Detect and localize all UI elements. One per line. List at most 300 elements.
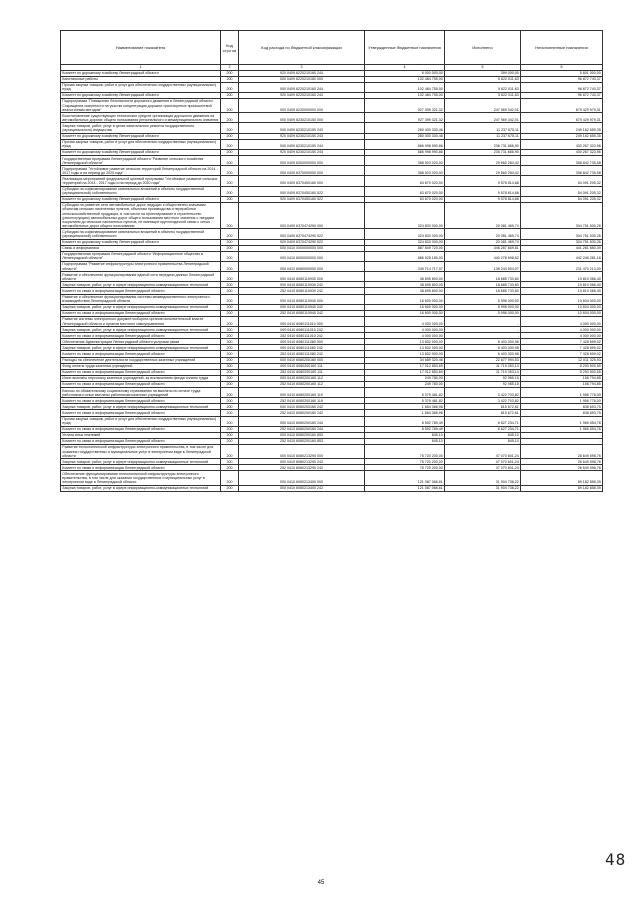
row-kbk: 000 0410 6000000000 000: [239, 251, 365, 261]
row-remaining: 96 872 743,37: [521, 92, 603, 98]
row-kbk: 920 0409 6370450160 522: [239, 196, 365, 202]
row-executed: 6 403 300,98: [445, 345, 521, 351]
row-approved: 75 720 200,00: [365, 444, 445, 458]
row-name: Иные выплаты персоналу казенных учреждений, за исключением фонда оплаты труда: [61, 375, 221, 381]
row-remaining: 441 261 650,39: [521, 245, 603, 251]
row-code: 200: [221, 438, 239, 444]
row-remaining: 12 011 325,93: [521, 357, 603, 363]
row-kbk: 920 0409 6230210150 243: [239, 133, 365, 139]
row-name: Подпрограмма "Устойчивое развитие сельских территорий Ленинградской области на 2014 - 2017 годы и на период до 2020 года": [61, 166, 221, 176]
row-kbk: 000 0410 6080111080 242: [239, 345, 365, 351]
row-code: 200: [221, 404, 239, 410]
row-kbk: 000 0410 6080213290 242: [239, 459, 365, 465]
table-row: [61, 202, 603, 229]
row-executed: 5 622 011,63: [445, 76, 521, 82]
table-row: [61, 294, 603, 304]
table-row: [61, 444, 603, 458]
row-kbk: 000 0410 6080110930 000: [239, 272, 365, 282]
table-header-row: [61, 31, 603, 65]
row-approved: 63 670 020,00: [365, 186, 445, 196]
row-approved: 845,10: [365, 438, 445, 444]
row-remaining: 1 956 778,00: [521, 388, 603, 398]
row-kbk: 000 0410 6080200160 000: [239, 357, 365, 363]
row-executed: 9 578 814,68: [445, 176, 521, 186]
row-executed: 11 237 675,11: [445, 123, 521, 133]
row-name: Развитие системы электронного документооборота органов исполнительной власти Ленинградской области и органов местного самоуправления: [61, 316, 221, 326]
row-approved: 886 525 180,00: [365, 251, 445, 261]
row-code: 200: [221, 444, 239, 458]
row-remaining: 249 162 655,35: [521, 123, 603, 133]
row-approved: 349 714 717,07: [365, 261, 445, 271]
row-executed: -: [445, 327, 521, 333]
row-kbk: 000 0410 6080111010 242: [239, 327, 365, 333]
table-row: [61, 139, 603, 149]
row-executed: 18 685 733,60: [445, 288, 521, 294]
row-kbk: 000 0410 6080200160 119: [239, 388, 365, 398]
row-kbk: 000 0409 6370474290 522: [239, 229, 365, 239]
header-executed: Исполнено: [445, 31, 521, 65]
row-approved: 249 780,00: [365, 381, 445, 387]
row-executed: 11 719 353,14: [445, 363, 521, 369]
row-executed: 5 996 000,00: [445, 294, 521, 304]
row-name: Закупка товаров, работ, услуг в сфере информационно-коммуникационных технологий: [61, 304, 221, 310]
row-approved: 4 000 000,00: [365, 316, 445, 326]
row-remaining: 96 872 743,37: [521, 76, 603, 82]
row-approved: 17 012 853,69: [365, 369, 445, 375]
header-name: Наименование показателя: [61, 31, 221, 65]
row-kbk: 000 0410 6080213400 242: [239, 485, 365, 491]
row-approved: 6 000 000,00: [365, 70, 445, 76]
row-approved: 16 600 000,00: [365, 294, 445, 304]
row-kbk: 000 0409 6370450160 522: [239, 186, 365, 196]
row-code: 200: [221, 133, 239, 139]
row-executed: 20 081 469,74: [445, 239, 521, 245]
row-executed: 446 287 669,61: [445, 245, 521, 251]
row-name: Расходы на обеспечение деятельности государственных казенных учреждений: [61, 357, 221, 363]
row-name: Прочая закупка товаров, работ и услуг для обеспечения государственных (муниципальных) нужд: [61, 82, 221, 92]
row-remaining: 679 429 979,31: [521, 98, 603, 112]
column-index: 1: [61, 65, 221, 71]
row-code: 200: [221, 76, 239, 82]
row-kbk: 000 0409 6220210160 000: [239, 76, 365, 82]
table-row: [61, 316, 603, 326]
row-approved: 102 484 755,00: [365, 82, 445, 92]
row-executed: 47 070 601,24: [445, 465, 521, 471]
row-code: 200: [221, 351, 239, 357]
row-name: Закупка товаров, работ, услуг в целях капитального ремонта государственного (муниципального) имущества: [61, 123, 221, 133]
row-approved: 13 832 000,00: [365, 345, 445, 351]
row-name: Комитет по дорожному хозяйству Ленинградской области: [61, 149, 221, 155]
row-executed: 9 578 814,68: [445, 196, 521, 202]
row-name: Подпрограмма "Повышение безопасности дорожного движения в Ленинградской области. Сокращение смертности на участке концентрации дорожно-транспортных происшествий аналогичным методом": [61, 98, 221, 112]
table-body: [61, 70, 603, 491]
row-kbk: 000 0410 6080111080 000: [239, 339, 365, 345]
table-row: [61, 272, 603, 282]
row-kbk: 000 0410 6080200160 242: [239, 404, 365, 410]
row-remaining: 304 751 530,26: [521, 202, 603, 229]
row-executed: 18 685 733,60: [445, 282, 521, 288]
table-row: [61, 186, 603, 196]
handwritten-sheet-number: 48: [605, 850, 627, 869]
row-kbk: 000 0409 6370000000 000: [239, 166, 365, 176]
row-approved: 5 379 481,82: [365, 388, 445, 398]
row-remaining: 89 182 858,39: [521, 485, 603, 491]
row-name: Комитет по дорожному хозяйству Ленинградской области: [61, 92, 221, 98]
row-code: 200: [221, 363, 239, 369]
row-kbk: 000 0409 6300000000 000: [239, 156, 365, 166]
row-code: 200: [221, 485, 239, 491]
row-executed: 31 904 738,22: [445, 471, 521, 485]
row-code: 200: [221, 471, 239, 485]
row-approved: 102 484 755,00: [365, 76, 445, 82]
row-approved: 121 087 066,61: [365, 485, 445, 491]
row-executed: 6 403 300,98: [445, 351, 521, 357]
row-remaining: 679 429 979,31: [521, 113, 603, 123]
row-code: 200: [221, 98, 239, 112]
column-index: 3: [239, 65, 365, 71]
row-approved: 16 600 000,00: [365, 304, 445, 310]
row-approved: 63 670 020,00: [365, 196, 445, 202]
row-code: 200: [221, 333, 239, 339]
row-executed: 31 904 738,22: [445, 485, 521, 491]
row-kbk: 252 0410 6080111080 242: [239, 351, 365, 357]
header-remaining: Неисполненные назначения: [521, 31, 603, 65]
row-remaining: 1 965 554,78: [521, 416, 603, 426]
row-name: Государственная программа Ленинградской области "Развитие сельского хозяйства Ленинградской области": [61, 156, 221, 166]
row-name: Комитет по дорожному хозяйству Ленинградской области: [61, 239, 221, 245]
row-approved: 38 695 800,00: [365, 282, 445, 288]
row-name: Восстановление существующих технических средств организации дорожного движения на автомобильных дорогах общего пользования регионального и межмуниципального значения: [61, 113, 221, 123]
row-name: Субсидии на софинансирование капитальных вложений в объекты государственной (муниципальной) собственности: [61, 229, 221, 239]
row-kbk: 252 0410 6080200160 112: [239, 381, 365, 387]
row-name: Субсидии на софинансирование капитальных вложений в объекты государственной (муниципальной) собственности: [61, 186, 221, 196]
row-name: Комитет по связи и информатизации Ленинградской области: [61, 465, 221, 471]
row-executed: 3 422 703,82: [445, 388, 521, 398]
row-executed: 6 403 300,98: [445, 339, 521, 345]
row-code: 200: [221, 176, 239, 186]
row-kbk: 000 0410 6080200160 112: [239, 375, 365, 381]
row-code: 200: [221, 426, 239, 432]
row-name: Комитет по связи и информатизации Ленинградской области: [61, 333, 221, 339]
row-name: Комитет по связи и информатизации Ленинградской области: [61, 426, 221, 432]
row-name: Комитет по связи и информатизации Ленинградской области: [61, 438, 221, 444]
row-approved: 260 400 330,46: [365, 133, 445, 139]
row-name: Обеспечение Администрации Ленинградской области услугами связи: [61, 339, 221, 345]
row-code: 200: [221, 316, 239, 326]
row-remaining: 5 293 500,55: [521, 363, 603, 369]
row-remaining: 19 810 066,40: [521, 272, 603, 282]
row-executed: 9 578 814,68: [445, 186, 521, 196]
row-kbk: 252 0410 6080200160 244: [239, 426, 365, 432]
row-remaining: 54 091 205,32: [521, 176, 603, 186]
row-code: 200: [221, 432, 239, 438]
row-approved: 1 654 366,96: [365, 410, 445, 416]
row-executed: 845,10: [445, 438, 521, 444]
row-kbk: 000 0409 6230210150 244: [239, 139, 365, 149]
row-code: 200: [221, 149, 239, 155]
row-remaining: 156 794,85: [521, 375, 603, 381]
row-code: 200: [221, 139, 239, 149]
row-name: Подпрограмма "Развитие инфраструктуры электронного правительства Ленинградской области": [61, 261, 221, 271]
header-kbk: Код расхода по бюджетной классификации: [239, 31, 365, 65]
table-row: [61, 98, 603, 112]
row-code: 200: [221, 282, 239, 288]
row-name: Комитет по дорожному хозяйству Ленинградской области: [61, 133, 221, 139]
row-approved: 388 503 020,00: [365, 166, 445, 176]
row-remaining: 358 842 735,58: [521, 156, 603, 166]
row-kbk: 000 0410 6080213290 000: [239, 444, 365, 458]
row-approved: 666 998 990,86: [365, 139, 445, 149]
row-code: 200: [221, 166, 239, 176]
row-kbk: 252 0410 6080200160 111: [239, 369, 365, 375]
row-executed: 5 996 000,00: [445, 310, 521, 316]
row-kbk: 000 0410 6080110940 000: [239, 294, 365, 304]
row-remaining: 7 428 699,02: [521, 345, 603, 351]
table-row: [61, 416, 603, 426]
table-row: [61, 229, 603, 239]
row-name: Комитет по дорожному хозяйству Ленинградской области: [61, 196, 221, 202]
row-kbk: 252 0410 6080200160 242: [239, 410, 365, 416]
row-name: Развитие и обеспечение функционирования единой сети передачи данных Ленинградской области: [61, 272, 221, 282]
row-executed: 92 985,15: [445, 381, 521, 387]
row-name: Закупка товаров, работ, услуг в сфере информационно-коммуникационных технологий: [61, 345, 221, 351]
row-name: Реализация мероприятий федеральной целевой программы "Устойчивое развитие сельских территорий на 2014 - 2017 годы и на период до 2020 года": [61, 176, 221, 186]
row-kbk: 252 0410 6080200160 119: [239, 398, 365, 404]
row-code: 200: [221, 272, 239, 282]
row-executed: 11 719 353,14: [445, 369, 521, 375]
row-kbk: 252 0410 6080111010 242: [239, 333, 365, 339]
row-approved: 666 998 990,86: [365, 149, 445, 155]
row-kbk: 000 0410 6080200160 244: [239, 416, 365, 426]
row-approved: 8 592 789,49: [365, 426, 445, 432]
row-name: Закупка товаров, работ, услуг в сфере информационно-коммуникационных технологий: [61, 404, 221, 410]
row-name: Комитет по связи и информатизации Ленинградской области: [61, 381, 221, 387]
row-remaining: 430 267 323,96: [521, 149, 603, 155]
row-approved: 1 654 366,96: [365, 404, 445, 410]
row-executed: 5 996 000,00: [445, 304, 521, 310]
row-code: 200: [221, 186, 239, 196]
header-approved: Утвержденные бюджетные назначения: [365, 31, 445, 65]
row-executed: 236 731 666,90: [445, 149, 521, 155]
row-remaining: 211 470 213,00: [521, 261, 603, 271]
row-kbk: 252 0410 6080200160 853: [239, 438, 365, 444]
row-executed: 845,10: [445, 432, 521, 438]
row-approved: 63 670 020,00: [365, 176, 445, 186]
row-kbk: 252 0410 6080110930 242: [239, 288, 365, 294]
row-executed: 815 672,61: [445, 404, 521, 410]
row-approved: 927 399 321,32: [365, 113, 445, 123]
row-approved: 324 833 000,00: [365, 239, 445, 245]
row-remaining: 156 794,85: [521, 381, 603, 387]
row-approved: 121 087 066,61: [365, 471, 445, 485]
row-code: 200: [221, 196, 239, 202]
row-kbk: 000 0410 6080111010 000: [239, 316, 365, 326]
row-remaining: 89 182 858,39: [521, 471, 603, 485]
row-kbk: 000 0409 6370450160 000: [239, 176, 365, 186]
row-kbk: 000 0410 6080200160 853: [239, 432, 365, 438]
row-remaining: 4 000 000,00: [521, 327, 603, 333]
table-row: [61, 471, 603, 485]
row-kbk: 000 0409 6230210150 243: [239, 123, 365, 133]
row-executed: -: [445, 333, 521, 339]
table-row: [61, 176, 603, 186]
row-executed: 247 969 342,01: [445, 113, 521, 123]
row-name: Капитальные работы: [61, 76, 221, 82]
row-code: 200: [221, 251, 239, 261]
row-approved: 249 780,00: [365, 375, 445, 381]
row-code: 200: [221, 416, 239, 426]
row-remaining: 54 091 205,32: [521, 186, 603, 196]
row-approved: 13 832 000,00: [365, 351, 445, 357]
row-executed: 399 000,00: [445, 70, 521, 76]
row-remaining: 19 810 066,40: [521, 282, 603, 288]
row-code: 200: [221, 156, 239, 166]
row-code: 200: [221, 202, 239, 229]
row-executed: 236 731 666,90: [445, 139, 521, 149]
column-index: 4: [365, 65, 445, 71]
row-executed: 29 660 284,42: [445, 166, 521, 176]
row-code: 200: [221, 465, 239, 471]
row-executed: -: [445, 316, 521, 326]
row-executed: 20 081 469,74: [445, 202, 521, 229]
row-name: Комитет по связи и информатизации Ленинградской области: [61, 398, 221, 404]
budget-execution-table: [60, 30, 603, 492]
row-kbk: 000 0409 6230000000 000: [239, 98, 365, 112]
row-executed: 47 070 601,24: [445, 459, 521, 465]
table-row: [61, 261, 603, 271]
row-code: 200: [221, 304, 239, 310]
row-kbk: 920 0409 6220210160 244: [239, 70, 365, 76]
row-remaining: 838 693,75: [521, 404, 603, 410]
row-approved: 4 000 000,00: [365, 327, 445, 333]
row-code: 200: [221, 381, 239, 387]
table-row: [61, 166, 603, 176]
row-remaining: 96 872 743,37: [521, 82, 603, 92]
row-name: Закупка товаров, работ, услуг в сфере информационно-коммуникационных технологий: [61, 485, 221, 491]
row-executed: 6 627 234,71: [445, 426, 521, 432]
row-executed: 22 677 994,53: [445, 357, 521, 363]
row-approved: 324 833 000,00: [365, 202, 445, 229]
row-remaining: 838 693,75: [521, 410, 603, 416]
row-remaining: 19 810 066,40: [521, 288, 603, 294]
row-executed: 29 660 284,42: [445, 156, 521, 166]
row-remaining: 442 246 281,18: [521, 251, 603, 261]
row-code: 200: [221, 229, 239, 239]
row-remaining: 28 649 598,76: [521, 465, 603, 471]
row-approved: 13 832 000,00: [365, 339, 445, 345]
row-name: Комитет по связи и информатизации Ленинградской области: [61, 310, 221, 316]
table-row: [61, 251, 603, 261]
row-code: 200: [221, 398, 239, 404]
row-name: Взносы по обязательному социальному страхованию на выплаты по оплате труда работников и иные выплаты работникам казенных учреждений: [61, 388, 221, 398]
row-executed: 440 278 698,62: [445, 251, 521, 261]
row-kbk: 920 0409 6220210160 244: [239, 92, 365, 98]
row-executed: 47 070 601,24: [445, 444, 521, 458]
row-kbk: 000 0410 0000000000 000: [239, 245, 365, 251]
row-name: Закупка товаров, работ, услуг в сфере информационно-коммуникационных технологий: [61, 282, 221, 288]
row-approved: 38 695 800,00: [365, 272, 445, 282]
row-code: 200: [221, 459, 239, 465]
row-approved: 887 849 720,00: [365, 245, 445, 251]
row-name: Прочая закупка товаров, работ и услуг для обеспечения государственных (муниципальных) нужд: [61, 139, 221, 149]
row-remaining: 7 428 699,02: [521, 351, 603, 357]
row-code: 200: [221, 310, 239, 316]
row-code: 200: [221, 388, 239, 398]
header-code: Код стро ки: [221, 31, 239, 65]
row-executed: 18 685 733,60: [445, 272, 521, 282]
row-code: 200: [221, 261, 239, 271]
report-sheet: [60, 30, 602, 492]
row-kbk: 000 0409 6220210160 244: [239, 82, 365, 92]
row-approved: 38 695 800,00: [365, 288, 445, 294]
row-remaining: 4 000 000,00: [521, 333, 603, 339]
row-name: Закупка товаров, работ, услуг в сфере информационно-коммуникационных технологий: [61, 327, 221, 333]
row-code: 200: [221, 327, 239, 333]
row-remaining: 1 956 778,00: [521, 398, 603, 404]
row-code: 200: [221, 123, 239, 133]
row-executed: 20 081 469,74: [445, 229, 521, 239]
row-name: Комитет по дорожному хозяйству Ленинградской области: [61, 70, 221, 76]
row-kbk: 000 0410 6080110930 242: [239, 282, 365, 288]
column-index: 2: [221, 65, 239, 71]
table-row: [61, 485, 603, 491]
row-executed: 815 672,61: [445, 410, 521, 416]
row-remaining: 249 162 655,35: [521, 133, 603, 139]
column-index: 5: [445, 65, 521, 71]
row-approved: 34 689 320,46: [365, 357, 445, 363]
row-approved: 260 400 330,46: [365, 123, 445, 133]
row-name: Прочая закупка товаров, работ и услуг для обеспечения государственных (муниципальных) нужд: [61, 416, 221, 426]
row-name: Комитет по связи и информатизации Ленинградской области: [61, 369, 221, 375]
row-code: 200: [221, 357, 239, 363]
row-code: 200: [221, 294, 239, 304]
row-name: Развитие технологической инфраструктуры электронного правительства, в том числе для оказания государственных и муниципальных услуг в электронном виде в Ленинградской области: [61, 444, 221, 458]
row-approved: 845,10: [365, 432, 445, 438]
row-kbk: 920 0409 6370474290 522: [239, 239, 365, 245]
row-approved: 16 600 000,00: [365, 310, 445, 316]
row-approved: 4 000 000,00: [365, 333, 445, 339]
row-kbk: 000 0410 6080000000 000: [239, 261, 365, 271]
row-code: 200: [221, 375, 239, 381]
row-remaining: 5 293 500,55: [521, 369, 603, 375]
row-code: 200: [221, 410, 239, 416]
row-code: 200: [221, 113, 239, 123]
row-code: 200: [221, 369, 239, 375]
row-remaining: -: [521, 438, 603, 444]
row-approved: 75 720 200,00: [365, 465, 445, 471]
row-kbk: 252 0410 6080110940 242: [239, 310, 365, 316]
row-kbk: 000 0410 6080110940 242: [239, 304, 365, 310]
row-executed: 138 244 504,07: [445, 261, 521, 271]
row-remaining: -: [521, 432, 603, 438]
row-kbk: 920 0409 6230210150 244: [239, 149, 365, 155]
row-approved: 75 720 200,00: [365, 459, 445, 465]
row-name: Уплата иных платежей: [61, 432, 221, 438]
row-remaining: 4 000 000,00: [521, 316, 603, 326]
row-executed: 3 422 703,82: [445, 398, 521, 404]
row-code: 200: [221, 70, 239, 76]
column-index: 6: [521, 65, 603, 71]
row-kbk: 252 0410 6080213290 242: [239, 465, 365, 471]
row-approved: 102 484 755,00: [365, 92, 445, 98]
row-code: 200: [221, 288, 239, 294]
row-executed: 247 969 342,01: [445, 98, 521, 112]
row-executed: 6 627 234,71: [445, 416, 521, 426]
table-row: [61, 388, 603, 398]
row-executed: 5 622 011,63: [445, 82, 521, 92]
row-approved: 388 503 020,00: [365, 156, 445, 166]
row-code: 200: [221, 92, 239, 98]
